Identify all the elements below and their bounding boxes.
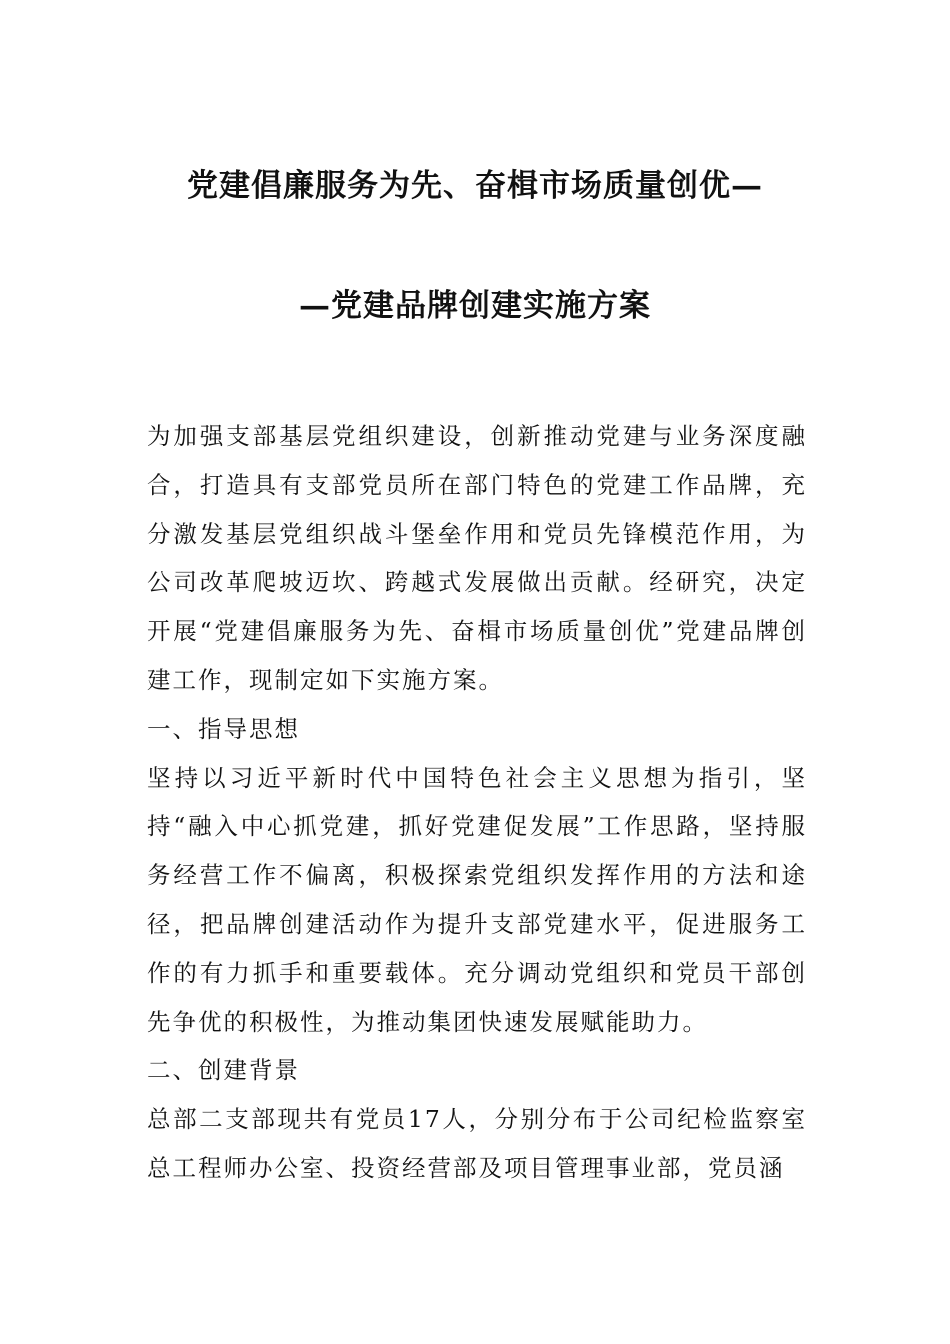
- guiding-thought-paragraph: 坚持以习近平新时代中国特色社会主义思想为指引，坚持“融入中心抓党建，抓好党建促发展”工作思路，坚持服务经营工作不偏离，积极探索党组织发挥作用的方法和途径，把品牌创建活动作为提升支部党建水平，促进服务工作的有力抓手和重要载体。充分调动党组织和党员干部创先争优的积极性，为推动集团快速发展赋能助力。: [147, 763, 807, 1036]
- background-paragraph: 总部二支部现共有党员17人，分别分布于公司纪检监察室总工程师办公室、投资经营部及项目管理事业部，党员涵: [147, 1105, 807, 1182]
- document-title-line-1: 党建倡廉服务为先、奋楫市场质量创优—: [187, 168, 763, 204]
- document-body: [147, 412, 807, 1193]
- section-heading-guiding-thought: 一、指导思想: [147, 714, 300, 743]
- intro-paragraph: 为加强支部基层党组织建设，创新推动党建与业务深度融合，打造具有支部党员所在部门特色的党建工作品牌，充分激发基层党组织战斗堡垒作用和党员先锋模范作用，为公司改革爬坡迈坎、跨越式发展做出贡献。经研究，决定开展“党建倡廉服务为先、奋楫市场质量创优”党建品牌创建工作，现制定如下实施方案。: [147, 422, 807, 694]
- section-heading-background: 二、创建背景: [147, 1056, 300, 1085]
- document-title-line-2: —党建品牌创建实施方案: [299, 288, 651, 324]
